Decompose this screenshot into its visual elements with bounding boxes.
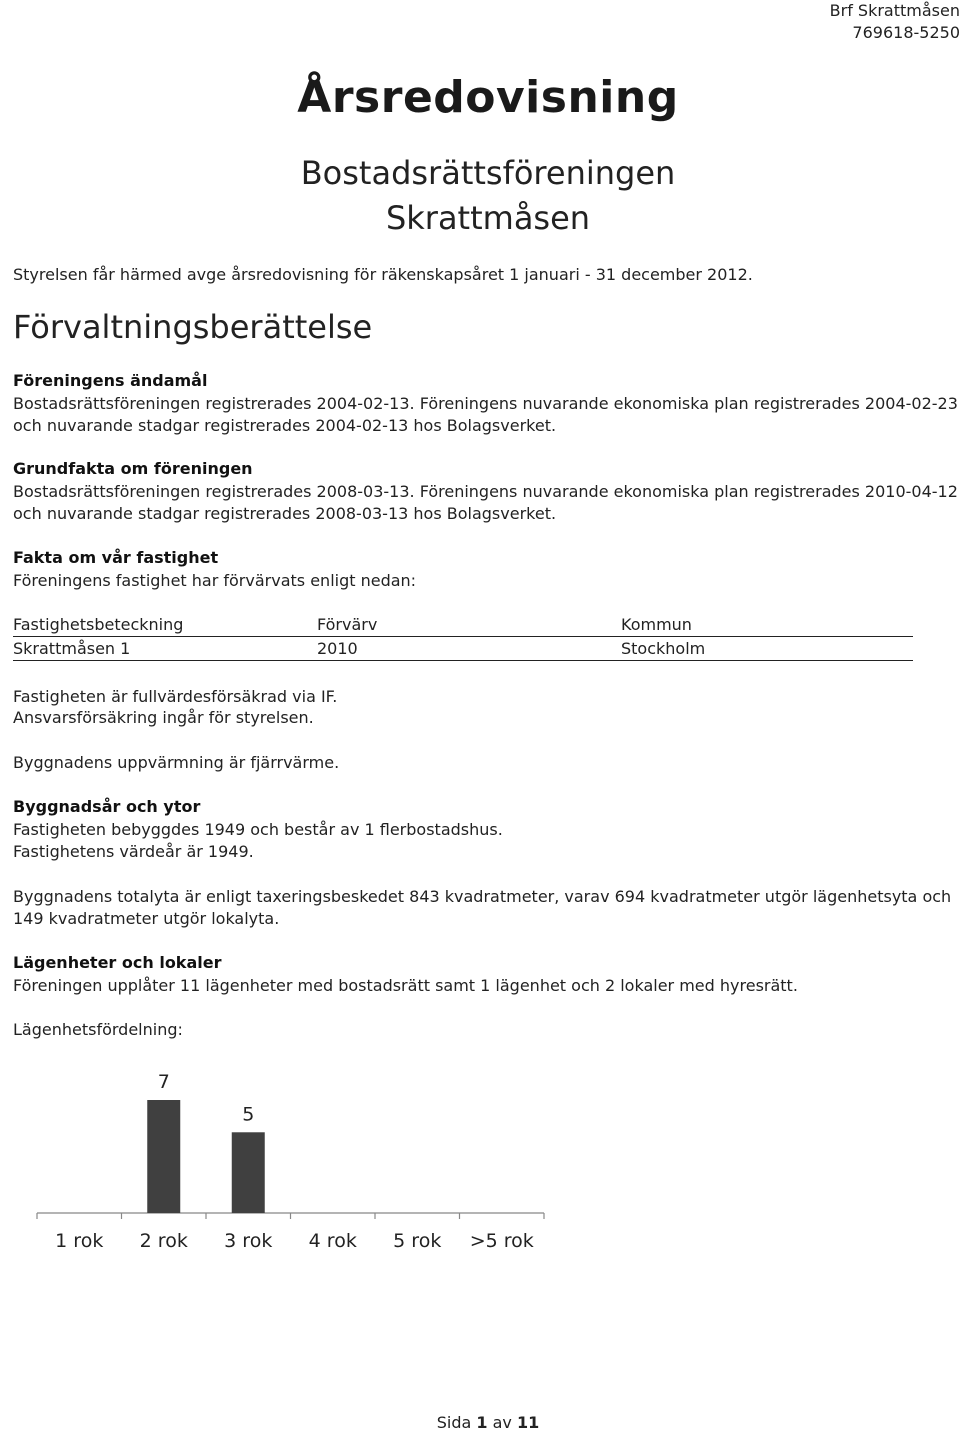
footer-page-number: 1 bbox=[476, 1413, 488, 1432]
data-label: 5 bbox=[242, 1103, 255, 1126]
table-header-rule bbox=[13, 636, 913, 637]
apartments-heading: Lägenheter och lokaler bbox=[13, 953, 222, 972]
building-heading: Byggnadsår och ytor bbox=[13, 797, 201, 816]
section-title: Förvaltningsberättelse bbox=[13, 308, 373, 346]
table-bottom-rule bbox=[13, 660, 913, 661]
basics-text: Bostadsrättsföreningen registrerades 2008-03-13. Föreningens nuvarande ekonomiska plan registrerades 2010-04-12 och nuvarande stadgar registrerades 2008-03-13 hos Bolagsverket. bbox=[13, 482, 958, 523]
x-tick-label: 1 rok bbox=[55, 1230, 104, 1252]
table-header-municipality: Kommun bbox=[621, 615, 692, 634]
building-area-text: Byggnadens totalyta är enligt taxeringsbeskedet 843 kvadratmeter, varav 694 kvadratmeter utgör lägenhetsyta och 149 kvadratmeter utgör lokalyta. bbox=[13, 887, 952, 928]
page-footer bbox=[0, 1413, 960, 1432]
table-cell-designation: Skrattmåsen 1 bbox=[13, 639, 131, 658]
subtitle-line-2: Skrattmåsen bbox=[385, 199, 591, 237]
insurance-text-2: Ansvarsförsäkring ingår för styrelsen. bbox=[13, 708, 314, 727]
property-heading: Fakta om vår fastighet bbox=[13, 548, 219, 567]
table-header-designation: Fastighetsbeteckning bbox=[13, 615, 184, 634]
building-text-2: Fastighetens värdeår är 1949. bbox=[13, 842, 254, 861]
page-title: Årsredovisning bbox=[297, 72, 679, 123]
table-cell-acquired: 2010 bbox=[317, 639, 358, 658]
property-text: Föreningens fastighet har förvärvats enligt nedan: bbox=[13, 571, 417, 590]
basics-heading: Grundfakta om föreningen bbox=[13, 459, 253, 478]
heating-text: Byggnadens uppvärmning är fjärrvärme. bbox=[13, 753, 340, 772]
data-label: 7 bbox=[157, 1071, 170, 1093]
apartment-distribution-chart bbox=[0, 1050, 960, 1270]
purpose-text: Bostadsrättsföreningen registrerades 2004-02-13. Föreningens nuvarande ekonomiska plan registrerades 2004-02-23 och nuvarande stadgar registrerades 2004-02-13 hos Bolagsverket. bbox=[13, 394, 958, 435]
subtitle-line-1: Bostadsrättsföreningen bbox=[300, 154, 676, 192]
document-header bbox=[830, 0, 960, 44]
purpose-heading: Föreningens ändamål bbox=[13, 371, 208, 390]
bar-3rok bbox=[232, 1132, 265, 1213]
chart-title: Lägenhetsfördelning: bbox=[13, 1020, 183, 1039]
table-cell-municipality: Stockholm bbox=[621, 639, 706, 658]
footer-mid: av bbox=[492, 1413, 512, 1432]
table-header-acquired: Förvärv bbox=[317, 615, 378, 634]
x-tick-label: 2 rok bbox=[139, 1230, 188, 1252]
footer-prefix: Sida bbox=[436, 1413, 472, 1432]
x-tick-label: 5 rok bbox=[393, 1230, 442, 1252]
x-tick-label: 3 rok bbox=[224, 1230, 273, 1252]
footer-page-total: 11 bbox=[517, 1413, 540, 1432]
apartments-text: Föreningen upplåter 11 lägenheter med bostadsrätt samt 1 lägenhet och 2 lokaler med hyresrätt. bbox=[13, 976, 798, 995]
bar-2rok bbox=[147, 1100, 180, 1213]
header-org-number: 769618-5250 bbox=[852, 23, 960, 42]
x-tick-label: 4 rok bbox=[308, 1230, 357, 1252]
building-text-1: Fastigheten bebyggdes 1949 och består av 1 flerbostadshus. bbox=[13, 820, 503, 839]
intro-text: Styrelsen får härmed avge årsredovisning för räkenskapsåret 1 januari - 31 december 2012. bbox=[13, 265, 753, 284]
insurance-text-1: Fastigheten är fullvärdesförsäkrad via IF. bbox=[13, 687, 338, 706]
x-tick-label: >5 rok bbox=[469, 1230, 534, 1252]
header-org-name: Brf Skrattmåsen bbox=[829, 1, 960, 20]
